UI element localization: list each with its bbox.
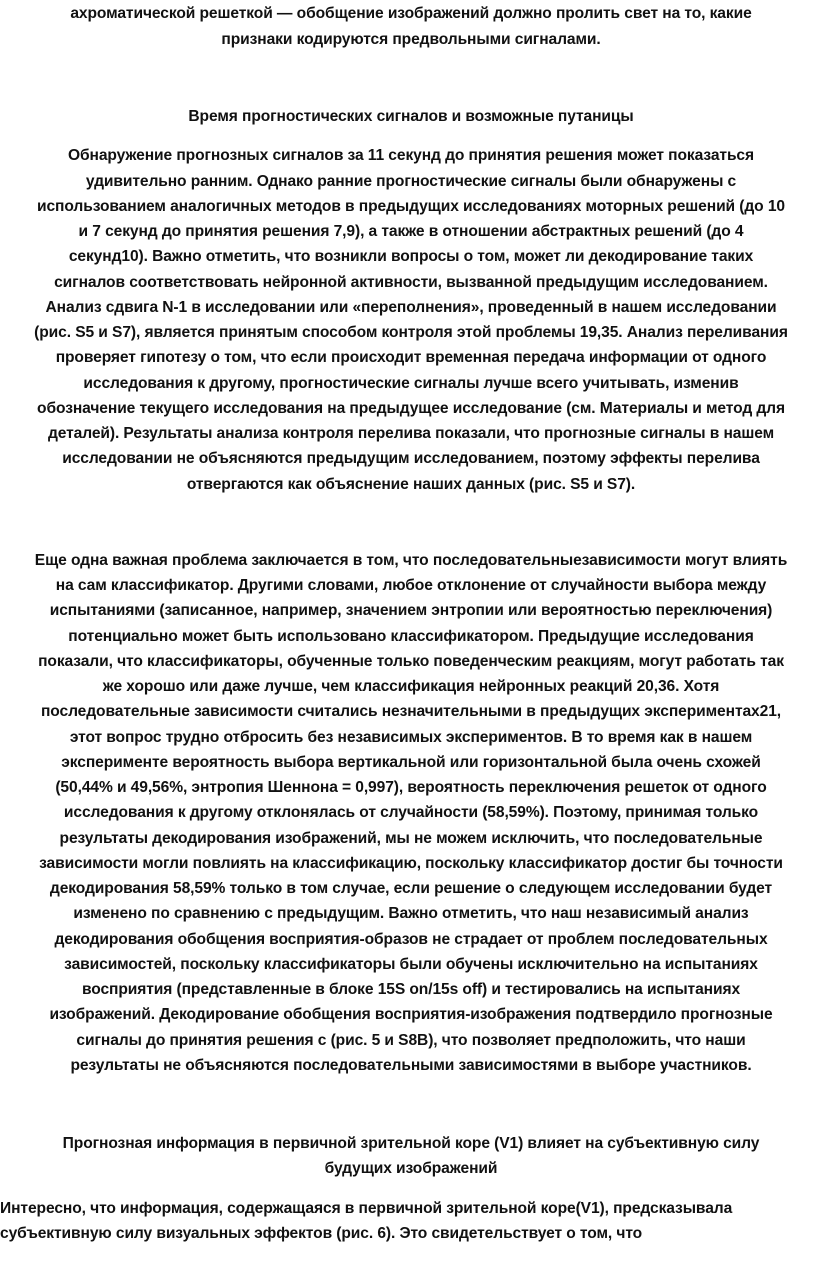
paragraph-line: обозначение текущего исследования на предыдущее исследование (см. Материалы и метод для bbox=[37, 400, 785, 417]
paragraph-line: использованием аналогичных методов в предыдущих исследованиях моторных решений (до 10 bbox=[37, 198, 785, 215]
paragraph-line: испытаниями (записанное, например, значением энтропии или вероятностью переключения) bbox=[49, 602, 773, 619]
paragraph-line: зависимостей, поскольку классификаторы были обучены исключительно на испытаниях bbox=[64, 956, 758, 973]
paragraph-line: потенциально может быть использовано классификатором. Предыдущие исследования bbox=[68, 628, 754, 645]
paragraph-line: декодирования 58,59% только в том случае, если решение о следующем исследовании будет bbox=[49, 880, 773, 897]
paragraph-line: исследовании не объясняются предыдущим исследованием, поэтому эффекты перелива bbox=[62, 450, 760, 467]
paragraph-line: Еще одна важная проблема заключается в том, что последовательныезависимости могут влиять bbox=[34, 552, 788, 569]
section-heading: Прогнозная информация в первичной зрительной коре (V1) влияет на субъективную силу bbox=[62, 1135, 760, 1152]
paragraph-line: секунд10). Важно отметить, что возникли вопросы о том, может ли декодирование таких bbox=[68, 248, 754, 265]
paragraph-line: этот вопрос трудно отбросить без независимых экспериментов. В то время как в нашем bbox=[69, 729, 753, 746]
paragraph-line: (50,44% и 49,56%, энтропия Шеннона = 0,997), вероятность переключения решеток от одного bbox=[55, 779, 767, 796]
section-heading: будущих изображений bbox=[324, 1160, 498, 1177]
paragraph-line: изменено по сравнению с предыдущим. Важно отметить, что наш независимый анализ bbox=[73, 905, 749, 922]
paragraph-line: результаты декодирования изображений, мы не можем исключить, что последовательные bbox=[59, 830, 763, 847]
section-heading: Время прогностических сигналов и возможные путаницы bbox=[188, 108, 634, 125]
intro-line: признаки кодируются предвольными сигналами. bbox=[221, 31, 601, 48]
paragraph-line: Обнаружение прогнозных сигналов за 11 секунд до принятия решения может показаться bbox=[67, 147, 754, 164]
paragraph-line: (рис. S5 и S7), является принятым способом контроля этой проблемы 19,35. Анализ переливания bbox=[34, 324, 788, 341]
paragraph-line: сигналов соответствовать нейронной активности, вызванной предыдущим исследованием. bbox=[54, 274, 768, 291]
paragraph-line: последовательные зависимости считались незначительными в предыдущих экспериментах21, bbox=[40, 703, 782, 720]
paragraph-line: сигналы до принятия решения с (рис. 5 и S8B), что позволяет предположить, что наши bbox=[76, 1032, 746, 1049]
paragraph-line: изображений. Декодирование обобщения восприятия-изображения подтвердило прогнозные bbox=[49, 1006, 773, 1023]
paragraph-line: проверяет гипотезу о том, что если происходит временная передача информации от одного bbox=[55, 349, 767, 366]
paragraph-line: субъективную силу визуальных эффектов (рис. 6). Это свидетельствует о том, что bbox=[0, 1225, 643, 1242]
paragraph-line: же хорошо или даже лучше, чем классификация нейронных реакций 20,36. Хотя bbox=[102, 678, 720, 695]
paragraph-line: декодирования обобщения восприятия-образов не страдает от проблем последовательных bbox=[54, 931, 768, 948]
paragraph-line: исследования к другому отклонялась от случайности (58,59%). Поэтому, принимая только bbox=[63, 804, 759, 821]
paragraph-line: Интересно, что информация, содержащаяся в первичной зрительной коре(V1), предсказывала bbox=[0, 1200, 733, 1217]
paragraph-line: деталей). Результаты анализа контроля перелива показали, что прогнозные сигналы в нашем bbox=[47, 425, 775, 442]
paragraph-line: отвергаются как объяснение наших данных (рис. S5 и S7). bbox=[186, 476, 636, 493]
paragraph-line: на сам классификатор. Другими словами, любое отклонение от случайности выбора между bbox=[55, 577, 767, 594]
paragraph-line: показали, что классификаторы, обученные только поведенческим реакциям, могут работать так bbox=[38, 653, 784, 670]
paragraph-line: исследования к другому, прогностические сигналы лучше всего учитывать, изменив bbox=[83, 375, 739, 392]
paragraph-line: зависимости могли повлиять на классификацию, поскольку классификатор достиг бы точности bbox=[39, 855, 783, 872]
paragraph-line: удивительно ранним. Однако ранние прогностические сигналы были обнаружены с bbox=[85, 173, 737, 190]
intro-line: ахроматической решеткой — обобщение изображений должно пролить свет на то, какие bbox=[70, 5, 752, 22]
paragraph-line: восприятия (представленные в блоке 15S on/15s off) и тестировались на испытаниях bbox=[81, 981, 741, 998]
paragraph-line: и 7 секунд до принятия решения 7,9), а также в отношении абстрактных решений (до 4 bbox=[78, 223, 744, 240]
paragraph-line: эксперименте вероятность выбора вертикальной или горизонтальной была очень схожей bbox=[61, 754, 761, 771]
paragraph-line: Анализ сдвига N-1 в исследовании или «переполнения», проведенный в нашем исследовании bbox=[45, 299, 777, 316]
paragraph-line: результаты не объясняются последовательными зависимостями в выборе участников. bbox=[70, 1057, 752, 1074]
